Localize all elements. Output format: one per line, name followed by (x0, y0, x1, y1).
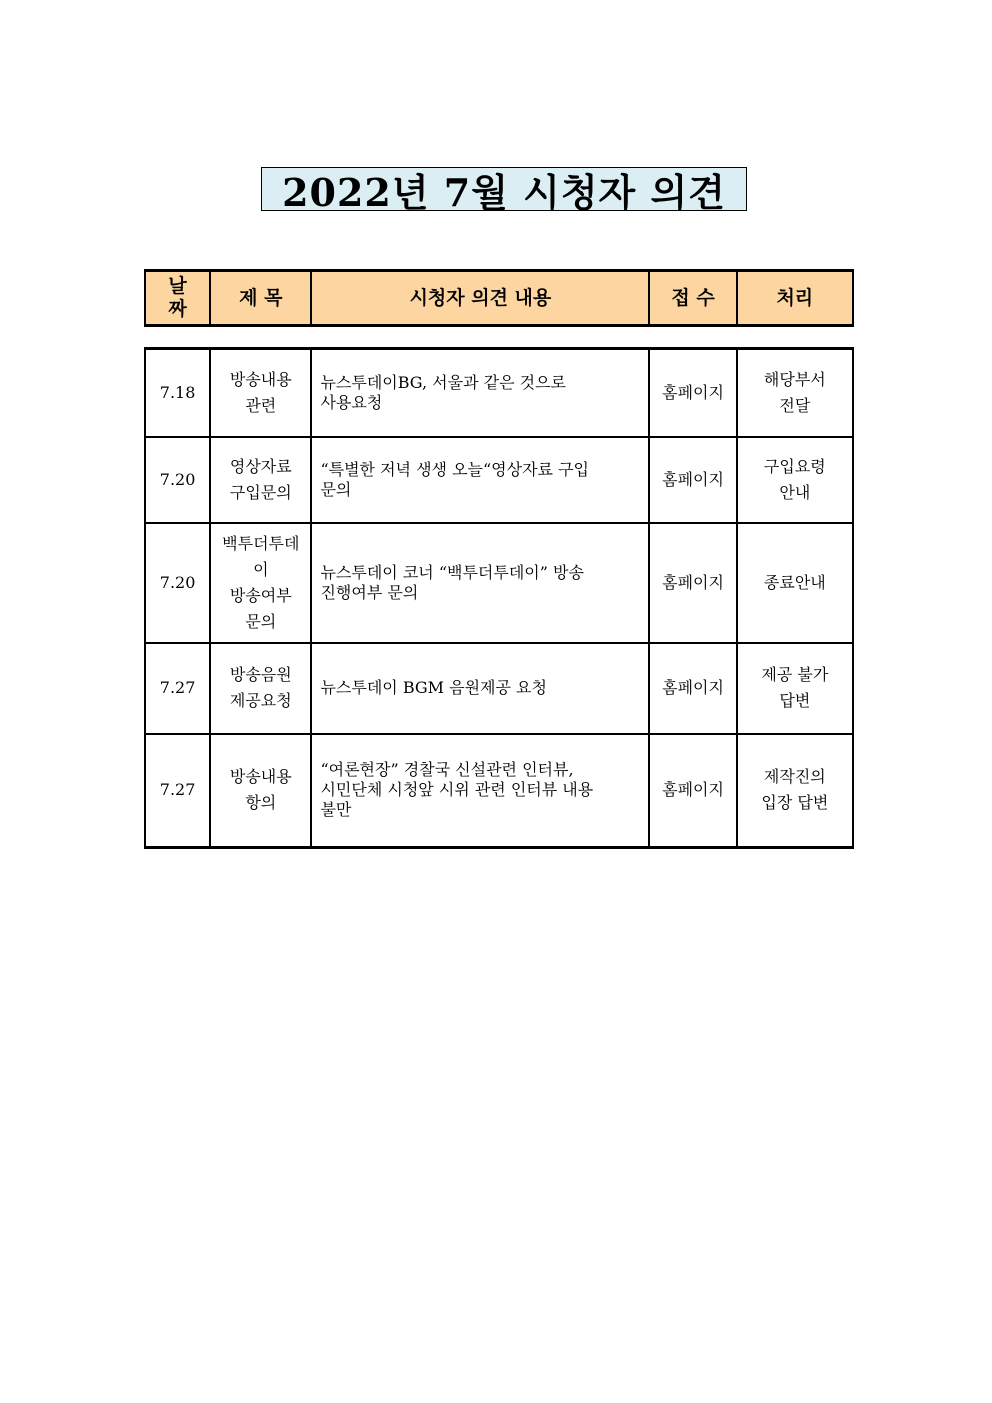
table-row (145, 523, 853, 643)
row-subject: 방송음원 제공요청 (210, 643, 311, 734)
row-received: 홈페이지 (649, 349, 736, 437)
row-subject: 백투더투데 이 방송여부 문의 (210, 523, 311, 643)
header-content: 시청자 의견 내용 (311, 271, 649, 326)
header-date: 날 짜 (145, 271, 210, 326)
table-row (145, 437, 853, 523)
row-processing: 종료안내 (737, 523, 853, 643)
row-content: “특별한 저녁 생생 오늘“영상자료 구입 문의 (311, 437, 649, 523)
row-date: 7.27 (145, 734, 210, 848)
row-subject: 방송내용 항의 (210, 734, 311, 848)
row-processing: 제작진의 입장 답변 (737, 734, 853, 848)
table-row (145, 349, 853, 437)
row-content: 뉴스투데이BG, 서울과 같은 것으로 사용요청 (311, 349, 649, 437)
row-date: 7.20 (145, 523, 210, 643)
header-row (145, 271, 853, 326)
opinions-table (144, 347, 854, 849)
row-content: “여론현장” 경찰국 신설관련 인터뷰, 시민단체 시청앞 시위 관련 인터뷰 내용 불만 (311, 734, 649, 848)
header-subject: 제 목 (210, 271, 311, 326)
table-row (145, 734, 853, 848)
row-received: 홈페이지 (649, 523, 736, 643)
row-subject: 영상자료 구입문의 (210, 437, 311, 523)
row-received: 홈페이지 (649, 643, 736, 734)
row-content: 뉴스투데이 코너 “백투더투데이” 방송 진행여부 문의 (311, 523, 649, 643)
row-subject: 방송내용 관련 (210, 349, 311, 437)
page-title: 2022년 7월 시청자 의견 (261, 167, 747, 211)
row-date: 7.18 (145, 349, 210, 437)
table-row (145, 643, 853, 734)
table-header (144, 269, 854, 327)
row-processing: 제공 불가 답변 (737, 643, 853, 734)
header-received: 접 수 (649, 271, 736, 326)
row-processing: 구입요령 안내 (737, 437, 853, 523)
header-processing: 처리 (737, 271, 853, 326)
row-received: 홈페이지 (649, 437, 736, 523)
row-date: 7.27 (145, 643, 210, 734)
row-date: 7.20 (145, 437, 210, 523)
row-received: 홈페이지 (649, 734, 736, 848)
row-processing: 해당부서 전달 (737, 349, 853, 437)
row-content: 뉴스투데이 BGM 음원제공 요청 (311, 643, 649, 734)
